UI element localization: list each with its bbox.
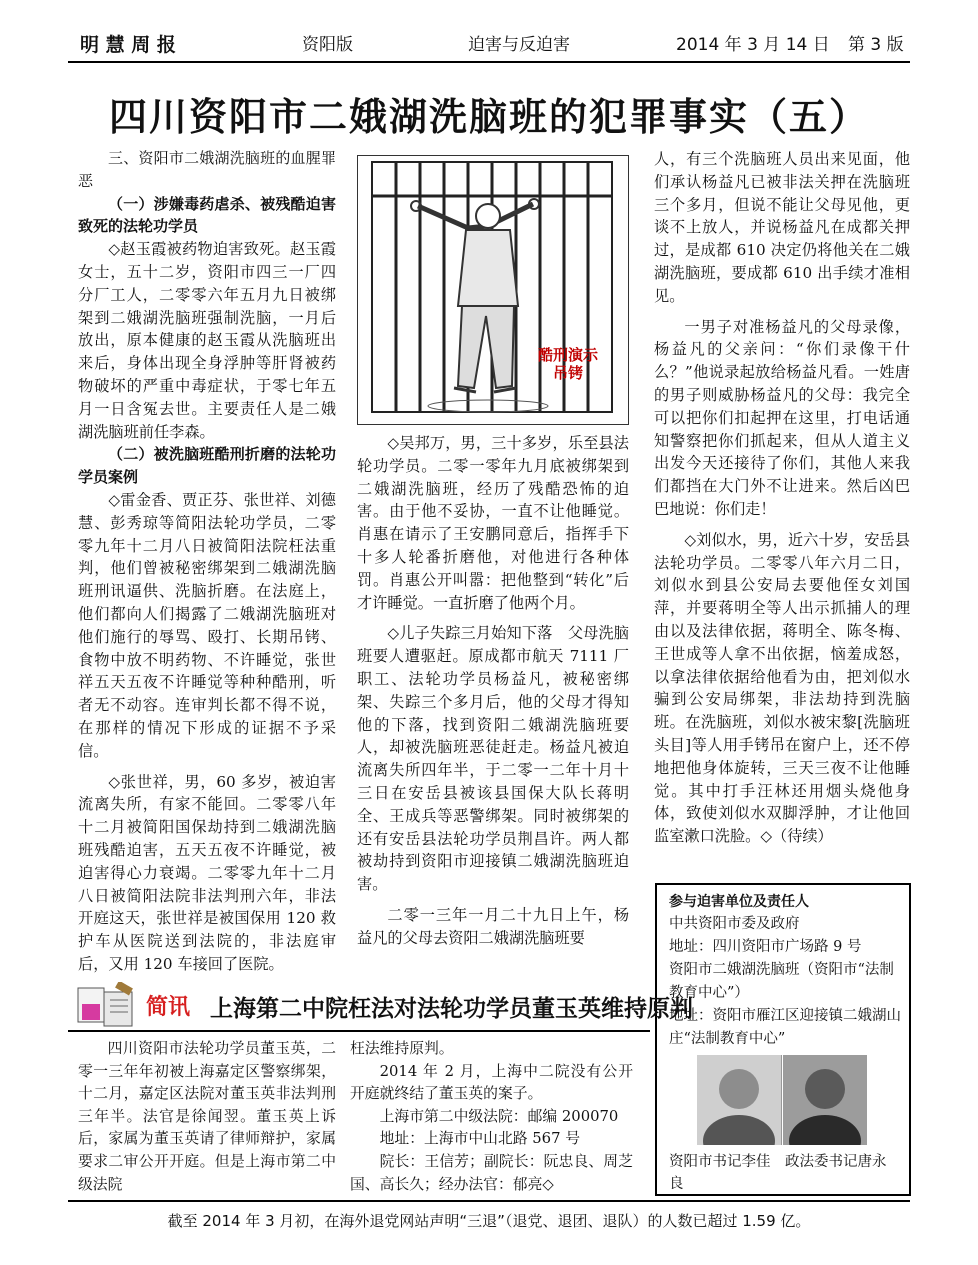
caption-line: 吊铐 (552, 364, 583, 382)
article-column-2 (357, 432, 629, 950)
box-line: 地址：资阳市雁江区迎接镇二娥湖山庄“法制教育中心” (669, 1008, 901, 1047)
torture-illustration (357, 155, 629, 425)
brief-tag: 简讯 (146, 995, 191, 1020)
brief-title: 上海第二中院枉法对法轮功学员董玉英维持原判 (210, 996, 693, 1022)
paragraph: 一男子对准杨益凡的父母录像，杨益凡的父亲问：“你们录像干什么？”他说录起放给杨益凡看。一姓唐的男子则威胁杨益凡的父母：我完全可以把你们扣起押在这里，打电话通知警察把你们抓起来，但从人道主义出发今天还接待了你们，其他人来我们都挡在大门外不让进来。然后凶巴巴地说：你们走！ (654, 317, 910, 518)
article-column-1 (78, 147, 336, 976)
article-column-3 (654, 148, 910, 848)
paragraph: ◇张世祥，男，60 多岁，被迫害流离失所，有家不能回。二零零八年十二月被简阳国保劫持到二娥湖洗脑班残酷迫害，五天五夜不许睡觉，被迫害得心力衰竭。二零零九年十二月八日被简阳法院非法判刑六年，非法开庭这天，张世祥是被国保用 120 救护车从医院送到法院的，非法庭审后，又用 120 车接回了医院。 (78, 772, 336, 973)
paragraph: 人，有三个洗脑班人员出来见面，他们承认杨益凡已被非法关押在洗脑班三个多月，但说不能让父母见他，更谈不上放人，并说杨益凡在成都关押过，是成都 610 决定仍将他关在二娥湖洗脑班，要成都 610 出手续才准相见。 (654, 150, 910, 305)
brief-rule (68, 1030, 650, 1032)
box-line: 资阳市二娥湖洗脑班（资阳市“法制教育中心”） (669, 962, 894, 1001)
paragraph: 2014 年 2 月，上海中二院没有公开开庭就终结了董玉英的案子。 (350, 1062, 633, 1103)
footer-note: 截至 2014 年 3 月初，在海外退党网站声明“三退”（退党、退团、退队）的人数已超过 1.59 亿。 (167, 1212, 811, 1230)
gavel-icon (74, 982, 138, 1034)
paragraph: ◇儿子失踪三月始知下落 父母洗脑班要人遭驱赶。原成都市航天 7111 厂职工、法轮功学员杨益凡，被秘密绑架、失踪三个多月后，他的父母才得知他的下落，找到资阳二娥湖洗脑班要人，却被洗脑班恶徒赶走。杨益凡被迫流离失所四年半，于二零一二年十月十三日在安岳县被该县国保大队长蒋明全、王成兵等恶警绑架。同时被绑架的还有安岳县法轮功学员荆昌许。两人都被劫持到资阳市迎接镇二娥湖洗脑班迫害。 (357, 624, 629, 894)
issue-date: 2014 年 3 月 14 日 (676, 35, 830, 55)
subheading-1: （一）涉嫌毒药虐杀、被残酷迫害致死的法轮功学员 (78, 194, 336, 236)
paragraph: ◇吴邦万，男，三十多岁，乐至县法轮功学员。二零一零年九月底被绑架到二娥湖洗脑班，经历了残酷恐怖的迫害。由于他不妥协，一直不让他睡觉。肖惠在请示了王安鹏同意后，指挥手下十多人轮番折磨他，对他进行各种体罚。肖惠公开叫嚣：把他整到“转化”后才许睡觉。一直折磨了他两个月。 (357, 434, 629, 612)
header-rule (68, 61, 910, 63)
paragraph: 二零一三年一月二十九日上午，杨益凡的父母去资阳二娥湖洗脑班要 (357, 905, 629, 947)
page-number: 第 3 版 (848, 35, 904, 55)
box-line: 地址：四川资阳市广场路 9 号 (669, 939, 862, 955)
box-line: 中共资阳市委及政府 (669, 916, 800, 932)
photo-tang-yongliang (783, 1055, 867, 1145)
paragraph: ◇雷金香、贾正芬、张世祥、刘德慧、彭秀琼等简阳法轮功学员，二零零九年十二月八日被简阳法院枉法重判，他们曾被秘密绑架到二娥湖洗脑班刑讯逼供、洗脑折磨。在法庭上，他们都向人们揭露了二娥湖洗脑班对他们施行的辱骂、殴打、长期吊铐、食物中放不明药物、不许睡觉，张世祥五天五夜不许睡觉等种种酷刑，听者无不动容。连审判长都不得不说，在那样的情况下形成的证据不予采信。 (78, 490, 336, 760)
section-label: 迫害与反迫害 (468, 35, 570, 55)
brief-column-left (78, 1038, 336, 1196)
subheading-2: （二）被洗脑班酷刑折磨的法轮功学员案例 (78, 445, 336, 487)
box-title: 参与迫害单位及责任人 (669, 894, 809, 910)
paragraph: 枉法维持原判。 (350, 1040, 454, 1057)
official-photos (697, 1055, 867, 1145)
footer-rule (68, 1200, 910, 1202)
section-title: 三、资阳市二娥湖洗脑班的血腥罪恶 (78, 149, 336, 190)
responsible-parties-box (655, 883, 911, 1196)
paragraph: 地址：上海市中山北路 567 号 (379, 1130, 581, 1148)
hanging-cuffs-drawing (358, 156, 628, 424)
edition-label: 资阳版 (302, 35, 353, 55)
caption-line: 酷刑演示 (537, 346, 598, 364)
brief-header (68, 980, 693, 1035)
paragraph: 上海市第二中级法院：邮编 200070 (379, 1107, 619, 1125)
paragraph: 四川资阳市法轮功学员董玉英，二零一三年年初被上海嘉定区警察绑架，十二月，嘉定区法院对董玉英非法判刑三年半。法官是徐闻翌。董玉英上诉后，家属为董玉英请了律师辩护，家属要求二审公开开庭。但是上海市第二中级法院 (78, 1040, 336, 1193)
brief-column-right (350, 1038, 633, 1196)
illustration-caption (518, 346, 618, 382)
paragraph: ◇赵玉霞被药物迫害致死。赵玉霞女士，五十二岁，资阳市四三一厂四分厂工人，二零零六年五月九日被绑架到二娥湖洗脑班强制洗脑，一月后放出，原本健康的赵玉霞从洗脑班出来后，身体出现全身浮肿等肝肾被药物破坏的严重中毒症状，于零七年五月一日含冤去世。主要责任人是二娥湖洗脑班前任李森。 (78, 240, 336, 441)
paper-name: 明 慧 周 报 (80, 34, 176, 56)
paragraph: 院长：王信芳；副院长：阮忠良、周芝国、高长久；经办法官：郁亮◇ (350, 1152, 633, 1193)
photo-li-jia (697, 1055, 782, 1145)
page-headline: 四川资阳市二娥湖洗脑班的犯罪事实（五） (108, 95, 869, 139)
box-lines (669, 913, 903, 1051)
photo-caption: 资阳市书记李佳 政法委书记唐永良 (669, 1154, 887, 1192)
paragraph: ◇刘似水，男，近六十岁，安岳县法轮功学员。二零零八年六月二日，刘似水到县公安局去要他侄女刘国萍，并要蒋明全等人出示抓捕人的理由以及法律依据，蒋明全、陈冬梅、王世成等人拿不出依据，恼羞成怒，以拿法律依据给他看为由，把刘似水骗到公安局绑架，非法劫持到洗脑班。在洗脑班，刘似水被宋黎[洗脑班头目]等人用手铐吊在窗户上，还不停地把他身体旋转，三天三夜不让他睡觉。其中打手汪林还用烟头烧他身体，致使刘似水双脚浮肿，才让他回监室漱口洗脸。◇（待续） (654, 530, 910, 846)
